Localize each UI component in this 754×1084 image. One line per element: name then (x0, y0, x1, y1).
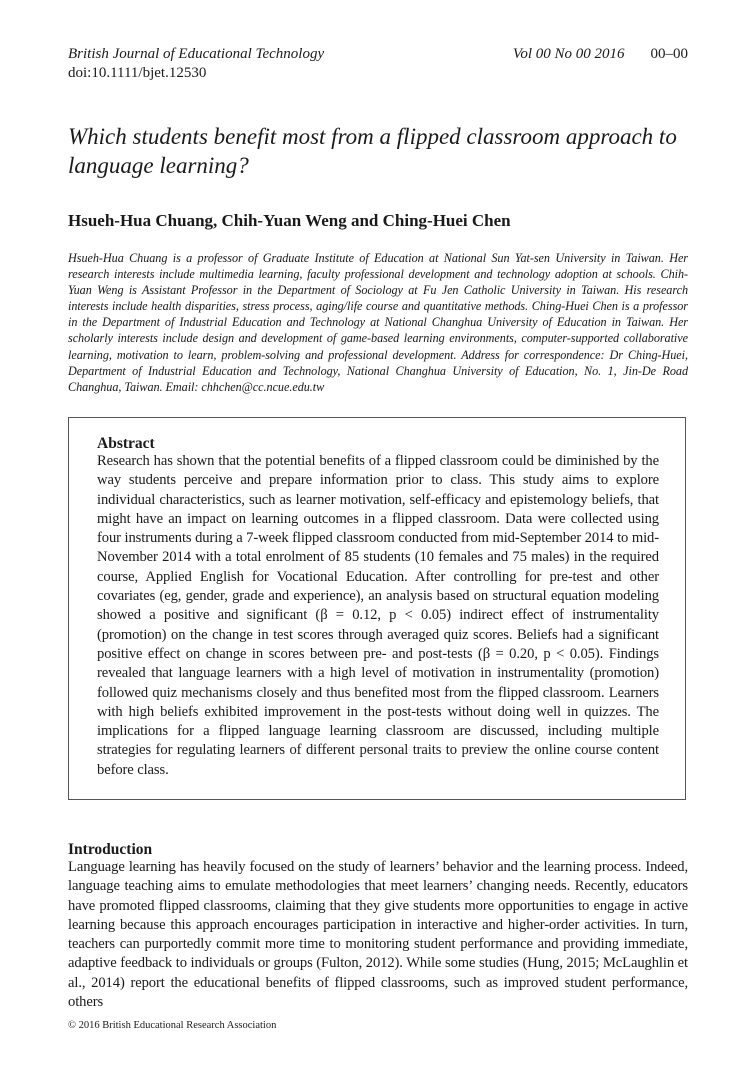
article-title: Which students benefit most from a flipped classroom approach to language learning? (68, 124, 677, 178)
doi: doi:10.1111/bjet.12530 (68, 65, 207, 81)
author-bio: Hsueh-Hua Chuang is a professor of Graduate Institute of Education at National Sun Yat-sen University in Taiwan. Her research interests include multimedia learning, faculty professional development and technology adoption at schools. Chih-Yuan Weng is Assistant Professor in the Department of Sociology at Fu Jen Catholic University in Taiwan. His research interests include health disparities, stress process, aging/life course and quantitative methods. Ching-Huei Chen is a professor in the Department of Industrial Education and Technology at National Changhua University of Education in Taiwan. Her scholarly interests include design and development of game-based learning environments, computer-supported collaborative learning, motivation to learn, problem-solving and professional development. Address for correspondence: Dr Ching-Huei, Department of Industrial Education and Technology, National Changhua University of Education, No. 1, Jin-De Road Changhua, Taiwan. Email: chhchen@cc.ncue.edu.tw (68, 251, 688, 394)
page-range: 00–00 (650, 46, 688, 62)
abstract-text: Research has shown that the potential benefits of a flipped classroom could be diminished by the way students perceive and prepare information prior to class. This study aims to explore individual characteristics, such as learner motivation, self-efficacy and epistemology beliefs, that might have an impact on learning outcomes in a flipped classroom. Data were collected using four instruments during a 7-week flipped classroom conducted from mid-September 2014 to mid-November 2014 with a total enrolment of 85 students (10 females and 75 males) in the required course, Applied English for Vocational Education. After controlling for pre-test and other covariates (eg, gender, grade and experience), an analysis based on structural equation modeling showed a positive and significant (β = 0.12, p < 0.05) indirect effect of instrumentality (promotion) on the change in test scores through averaged quiz scores. Beliefs had a significant positive effect on change in scores between pre- and post-tests (β = 0.20, p < 0.05). Findings revealed that language learners with a high level of motivation in instrumentality (promotion) followed quiz mechanisms closely and thus benefited most from the flipped classroom. Learners with high beliefs exhibited improvement in the post-tests without doing well in quizzes. The implications for a flipped language learning classroom are discussed, including multiple strategies for regulating learners of different personal traits to preview the online course content before class. (97, 453, 659, 778)
volume-info (513, 44, 688, 64)
article-page (68, 0, 688, 1084)
author-list: Hsueh-Hua Chuang, Chih-Yuan Weng and Ching-Huei Chen (68, 211, 511, 230)
copyright-notice: © 2016 British Educational Research Association (68, 1020, 277, 1031)
abstract-box (68, 417, 686, 800)
journal-name: British Journal of Educational Technology (68, 46, 325, 62)
introduction-heading: Introduction (68, 841, 153, 858)
abstract-heading: Abstract (97, 435, 155, 452)
volume-number: Vol 00 No 00 2016 (512, 46, 625, 62)
introduction-text: Language learning has heavily focused on the study of learners’ behavior and the learning process. Indeed, language teaching aims to emulate methodologies that meet learners’ changing needs. Recently, educators have promoted flipped classrooms, claiming that they give students more opportunities to engage in active learning because this approach encourages participation in interactive and higher-order activities. In turn, teachers can purportedly commit more time to monitoring student performance and providing immediate, adaptive feedback to individuals or groups (Fulton, 2012). While some studies (Hung, 2015; McLaughlin et al., 2014) report the educational benefits of flipped classrooms, such as improved student performance, others (68, 859, 688, 1011)
